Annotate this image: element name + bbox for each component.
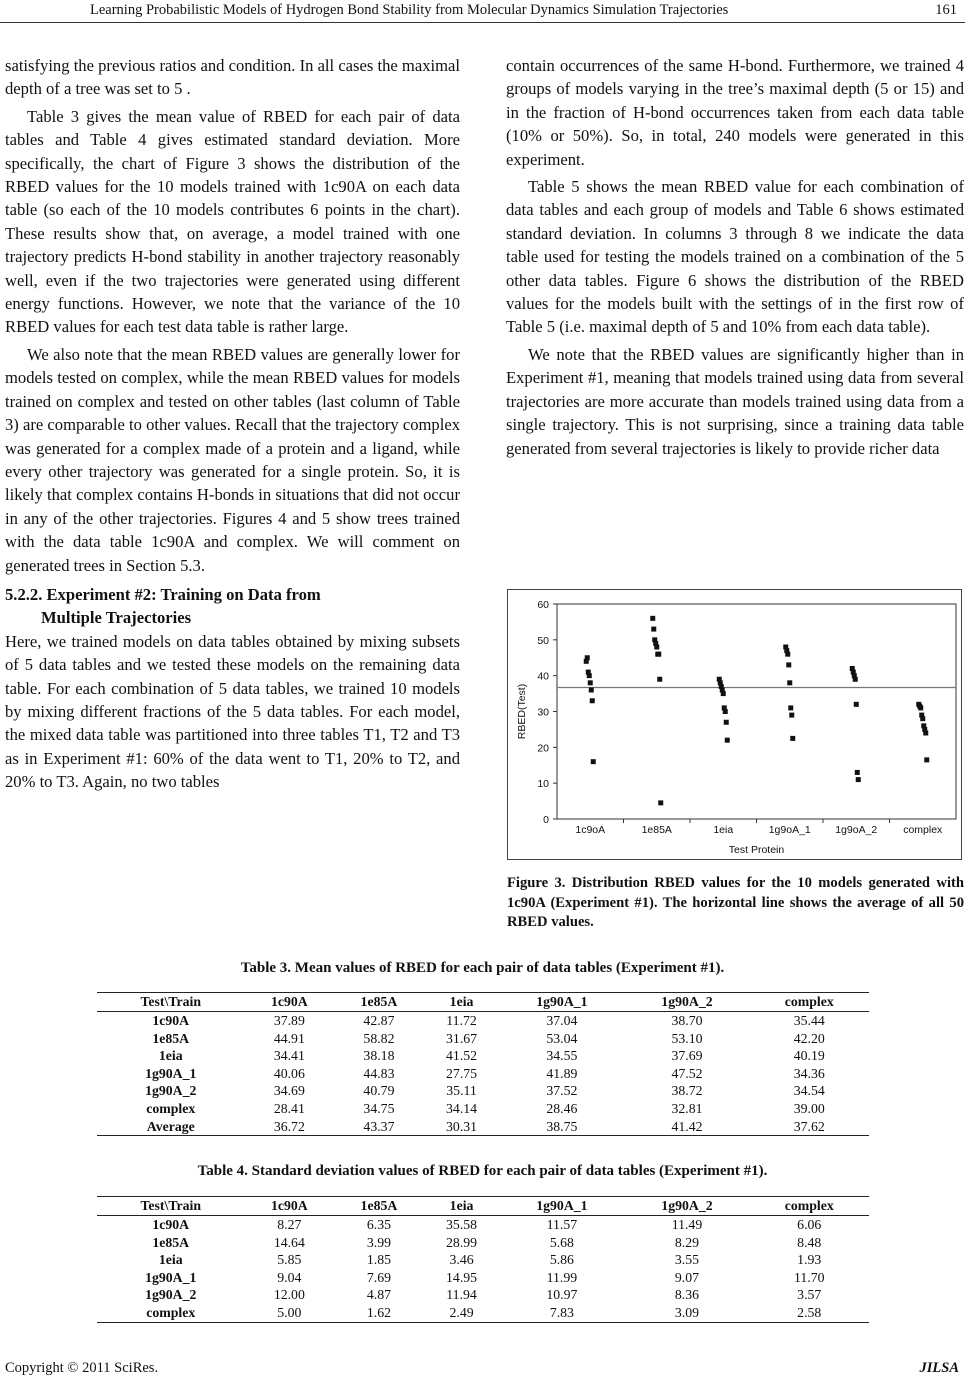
table-cell: 28.99 [446, 1234, 478, 1250]
table-cell: 42.87 [363, 1013, 395, 1028]
table-cell: 37.04 [546, 1013, 578, 1028]
table-cell: 34.69 [273, 1083, 305, 1099]
table-cell: 14.64 [273, 1234, 305, 1250]
paragraph: Here, we trained models on data tables obtained by mixing subsets of 5 data tables and we tested these models on the remaining data table. For each combination of 5 data tables, we trained 10 models by mixing different fractions of the 5 data tables. For each model, the mixed data table was partitioned into three tables T1, T2 and T3 as in Experiment #1: 60% of the data went to T1, 20% to T2, and 20% to T3. Again, no two tables [5, 631, 460, 792]
table-cell: 34.75 [363, 1100, 395, 1116]
x-tick-label: complex [903, 824, 943, 836]
table-cell: 41.52 [446, 1048, 478, 1064]
section-heading-cont: Multiple Trajectories [41, 608, 192, 628]
table-cell: 41.42 [624, 1118, 749, 1136]
data-point [591, 759, 596, 764]
paragraph: We also note that the mean RBED values are generally lower for models tested on complex, while the mean RBED values for models trained on complex and tested on other tables (last column of Table 3) are comparable to other values. Recall that the trajectory complex was generated for a complex made of a protein and a ligand, while every other trajectory was generated for a single protein. So, it is likely that complex contains H-bonds in situations that did not occur in any of the other trajectories. Figures 4 and 5 show trees trained with the data table 1c90A and complex. We will comment on generated trees in Section 5.3. [5, 344, 460, 575]
table-cell: 31.67 [446, 1030, 478, 1046]
data-point [724, 720, 729, 725]
column-header: 1c90A [245, 993, 335, 1012]
table-cell: 11.72 [446, 1013, 477, 1028]
table-row [97, 1269, 869, 1287]
table-cell: 58.82 [363, 1030, 395, 1046]
page-number: 161 [935, 2, 957, 18]
row-label: Average [97, 1118, 245, 1136]
table-row [97, 1065, 869, 1083]
table-4 [97, 1196, 869, 1323]
table-cell: 28.46 [546, 1100, 578, 1116]
paragraph: satisfying the previous ratios and condition. In all cases the maximal depth of a tree was set to 5 . [5, 56, 460, 99]
y-tick-label: 50 [537, 634, 549, 647]
section-heading: 5.2.2. Experiment #2: Training on Data from [5, 584, 321, 604]
data-point [924, 757, 929, 762]
row-label: 1e85A [152, 1030, 190, 1046]
row-label: 1eia [158, 1048, 183, 1064]
data-point [590, 698, 595, 703]
data-point [918, 705, 923, 710]
table-row [97, 1216, 869, 1234]
table-cell: 12.00 [273, 1287, 305, 1303]
table4-caption: Table 4. Standard deviation values of RBED for each pair of data tables (Experiment #1). [197, 1163, 768, 1179]
column-header: 1g90A_1 [499, 1197, 624, 1216]
y-tick-label: 0 [543, 814, 549, 826]
table-cell: 39.00 [793, 1100, 825, 1116]
column-header: Test\Train [97, 993, 245, 1012]
table-cell: 34.41 [273, 1048, 305, 1064]
column-header: complex [750, 1197, 869, 1216]
row-label: 1g90A_2 [145, 1287, 197, 1303]
row-label: complex [97, 1304, 245, 1322]
table-cell: 34.14 [446, 1100, 478, 1116]
column-header: 1e85A [334, 993, 424, 1012]
table-cell: 43.37 [334, 1118, 424, 1136]
data-point [658, 800, 663, 805]
table-row [97, 1030, 869, 1048]
table-cell: 9.07 [674, 1269, 700, 1285]
running-header [0, 0, 965, 23]
table-cell: 37.69 [671, 1048, 703, 1064]
table-cell: 44.91 [273, 1030, 305, 1046]
journal-name: JILSA [919, 1360, 959, 1376]
table-cell: 32.81 [671, 1100, 703, 1116]
table-cell: 7.69 [366, 1269, 392, 1285]
copyright: Copyright © 2011 SciRes. [5, 1360, 159, 1376]
data-point [853, 677, 858, 682]
data-point [786, 662, 791, 667]
column-header: 1g90A_2 [624, 993, 749, 1012]
table-cell: 11.70 [793, 1269, 825, 1285]
rbed-scatter-chart [508, 590, 961, 859]
row-label: 1c90A [152, 1013, 190, 1028]
table-cell: 35.44 [793, 1013, 825, 1028]
table-cell: 8.29 [674, 1234, 700, 1250]
paragraph: Table 5 shows the mean RBED value for each combination of data tables and each group of models and Table 6 shows estimated standard deviation. In columns 3 through 8 we indicate the data table used for testing the models trained on a combination of the 5 other data tables. Figure 6 shows the distribution of the RBED values for the models built with the settings of in the first row of Table 5 (i.e. maximal depth of 5 and 10% from each data table). [506, 177, 964, 337]
table-cell: 3.46 [449, 1252, 474, 1268]
table-cell: 38.72 [671, 1083, 703, 1099]
y-tick-label: 20 [537, 742, 549, 755]
left-column [5, 54, 460, 798]
table-cell: 11.49 [671, 1217, 703, 1232]
y-tick-label: 30 [537, 706, 549, 719]
y-axis-label: RBED(Test) [516, 683, 528, 740]
table-cell: 8.27 [277, 1217, 302, 1232]
column-header: 1eia [424, 1197, 500, 1216]
table-cell: 53.10 [671, 1030, 703, 1046]
running-title: Learning Probabilistic Models of Hydrogen Bond Stability from Molecular Dynamics Simulation Trajectories [90, 2, 729, 18]
table-cell: 47.52 [671, 1065, 703, 1081]
data-point [856, 777, 861, 782]
row-label: complex [146, 1100, 196, 1116]
y-tick-label: 10 [537, 778, 549, 791]
data-point [587, 673, 592, 678]
column-header: 1eia [424, 993, 500, 1012]
table-row [97, 1234, 869, 1252]
row-label: 1g90A_1 [145, 1065, 197, 1081]
data-point [790, 736, 795, 741]
table-cell: 5.00 [245, 1304, 335, 1322]
table-cell: 38.18 [363, 1048, 395, 1064]
table-cell: 2.49 [424, 1304, 500, 1322]
data-point [588, 680, 593, 685]
data-point [854, 702, 859, 707]
table-cell: 40.79 [363, 1083, 395, 1099]
data-point [923, 731, 928, 736]
table-cell: 38.70 [671, 1013, 703, 1028]
table-cell: 42.20 [793, 1030, 825, 1046]
data-point [787, 680, 792, 685]
table-cell: 37.89 [273, 1013, 305, 1028]
data-point [650, 616, 655, 621]
y-tick-label: 60 [537, 599, 549, 611]
table-cell: 30.31 [424, 1118, 500, 1136]
row-label: 1g90A_1 [145, 1269, 197, 1285]
table-cell: 28.41 [273, 1100, 305, 1116]
data-point [789, 713, 794, 718]
table-row [97, 1047, 869, 1065]
table-cell: 3.99 [366, 1234, 392, 1250]
x-tick-label: 1g9oA_2 [835, 824, 878, 836]
data-point [725, 738, 730, 743]
table-cell: 8.48 [797, 1234, 822, 1250]
table-cell: 11.94 [446, 1287, 477, 1303]
table-cell: 8.36 [674, 1287, 700, 1303]
table-cell: 1.93 [797, 1252, 822, 1268]
row-label: 1eia [158, 1252, 183, 1268]
table-cell: 14.95 [446, 1269, 478, 1285]
data-point [723, 709, 728, 714]
table-cell: 53.04 [546, 1030, 578, 1046]
table-cell: 6.06 [797, 1217, 822, 1232]
table-cell: 36.72 [245, 1118, 335, 1136]
table-cell: 2.58 [750, 1304, 869, 1322]
column-header: 1g90A_2 [624, 1197, 749, 1216]
paragraph: contain occurrences of the same H-bond. Furthermore, we trained 4 groups of models varying in the tree’s maximal depth (5 or 15) and in the fraction of H-bond occurrences taken from each data table (10% or 50%). So, in total, 240 models were generated in this experiment. [506, 56, 964, 169]
table-cell: 40.19 [793, 1048, 825, 1064]
table-cell: 40.06 [273, 1065, 305, 1081]
data-point [585, 655, 590, 660]
table-cell: 1.62 [334, 1304, 424, 1322]
table-cell: 4.87 [366, 1287, 392, 1303]
table-cell: 7.83 [499, 1304, 624, 1322]
data-point [654, 645, 659, 650]
table-row [97, 1286, 869, 1304]
data-point [656, 652, 661, 657]
paragraph: We note that the RBED values are significantly higher than in Experiment #1, meaning that models trained using data from several trajectories are more accurate than models trained using data from a single trajectory. This is not surprising, since a training data table generated from several trajectories is likely to provide richer data [506, 344, 964, 458]
table3-caption: Table 3. Mean values of RBED for each pair of data tables (Experiment #1). [240, 960, 725, 976]
figure-3 [507, 589, 962, 860]
data-point [788, 705, 793, 710]
row-label: 1c90A [152, 1217, 190, 1232]
table-cell: 35.11 [446, 1083, 477, 1099]
x-tick-label: 1e85A [641, 824, 672, 836]
table-cell: 3.09 [624, 1304, 749, 1322]
table-cell: 41.89 [546, 1065, 578, 1081]
x-tick-label: 1eia [713, 824, 734, 836]
table-cell: 34.55 [546, 1048, 578, 1064]
table-cell: 27.75 [446, 1065, 478, 1081]
table-cell: 3.57 [797, 1287, 822, 1303]
row-label: 1g90A_2 [145, 1083, 197, 1099]
table-3 [97, 992, 869, 1136]
paragraph: Table 3 gives the mean value of RBED for each pair of data tables and Table 4 gives estimated standard deviation. More specifically, the chart of Figure 3 shows the distribution of the RBED values for the 10 models trained with 1c90A on each data table (so each of the 10 models contributes 6 points in the chart). These results show that, on average, a model trained with one trajectory predicts H-bond stability in another trajectory reasonably well, even if the two trajectories were generated using different energy functions. However, we note that the variance of the 10 RBED values for each test data table is rather large. [5, 106, 460, 337]
table-cell: 34.54 [793, 1083, 825, 1099]
plot-frame [557, 604, 956, 819]
table-row [97, 1100, 869, 1118]
column-header: Test\Train [97, 1197, 245, 1216]
column-header: 1g90A_1 [499, 993, 624, 1012]
table-cell: 3.55 [674, 1252, 700, 1268]
table-row [97, 1082, 869, 1100]
data-point [721, 691, 726, 696]
data-point [855, 770, 860, 775]
x-axis-label: Test Protein [728, 844, 785, 856]
column-header: 1e85A [334, 1197, 424, 1216]
data-point [651, 627, 656, 632]
y-tick-label: 40 [537, 670, 549, 683]
table-cell: 37.52 [546, 1083, 578, 1099]
table-cell: 5.86 [549, 1252, 574, 1268]
table-cell: 5.85 [277, 1252, 302, 1268]
data-point [657, 677, 662, 682]
x-tick-label: 1c9oA [575, 824, 606, 836]
table-cell: 6.35 [366, 1217, 392, 1232]
right-column [506, 54, 964, 464]
column-header: complex [750, 993, 869, 1012]
table-cell: 5.68 [549, 1234, 574, 1250]
row-label: 1e85A [152, 1234, 190, 1250]
table-cell: 11.57 [546, 1217, 578, 1232]
table-cell: 1.85 [366, 1252, 392, 1268]
table-cell: 38.75 [499, 1118, 624, 1136]
data-point [920, 716, 925, 721]
table-cell: 34.36 [793, 1065, 825, 1081]
table-row [97, 1251, 869, 1269]
table-row [97, 1304, 869, 1322]
table-cell: 35.58 [446, 1217, 478, 1232]
figure-caption: Figure 3. Distribution RBED values for the 10 models generated with 1c90A (Experiment #1). The horizontal line shows the average of all 50 RBED values. [507, 875, 964, 930]
column-header: 1c90A [245, 1197, 335, 1216]
table-row [97, 1118, 869, 1136]
table-cell: 10.97 [546, 1287, 578, 1303]
table-cell: 37.62 [750, 1118, 869, 1136]
data-point [785, 652, 790, 657]
data-point [589, 688, 594, 693]
table-cell: 11.99 [546, 1269, 578, 1285]
table-cell: 44.83 [363, 1065, 395, 1081]
x-tick-label: 1g9oA_1 [768, 824, 811, 836]
table-cell: 9.04 [277, 1269, 302, 1285]
table-row [97, 1012, 869, 1030]
